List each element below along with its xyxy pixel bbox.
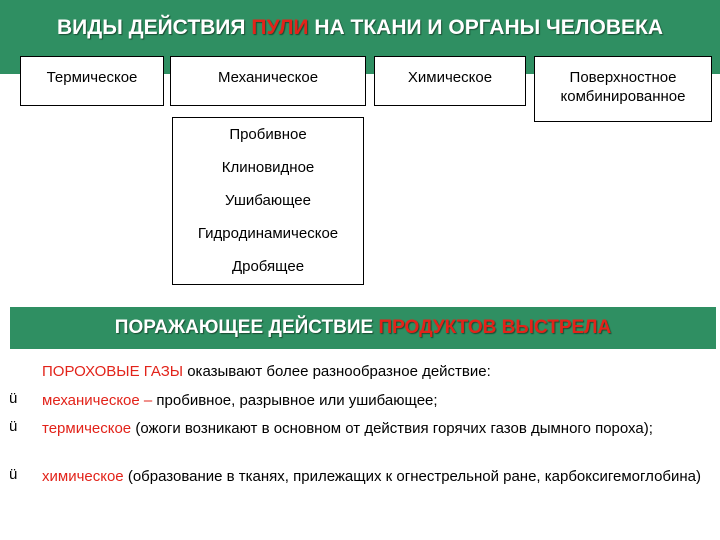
subtype-item: Ушибающее — [225, 192, 311, 209]
section-title — [10, 317, 716, 339]
subtype-item: Дробящее — [231, 258, 305, 275]
category-mechanical: Механическое — [170, 56, 366, 106]
subtype-item: Пробивное — [229, 126, 307, 143]
intro-text — [42, 361, 702, 383]
intro-label: ПОРОХОВЫЕ ГАЗЫ — [42, 363, 184, 380]
check-icon: ü — [9, 418, 18, 435]
check-icon: ü — [9, 390, 18, 407]
subtype-item: Гидродинамическое — [197, 225, 339, 242]
subtype-item: Клиновидное — [221, 159, 315, 176]
category-thermal: Термическое — [20, 56, 164, 106]
surface-line-2: комбинированное — [560, 88, 686, 105]
category-surface-combined — [534, 56, 712, 122]
bullet-item — [42, 466, 706, 488]
intro-rest: оказывают более разнообразное действие: — [183, 363, 491, 380]
title-text-1: ВИДЫ ДЕЙСТВИЯ — [57, 16, 252, 39]
bullet-label: термическое — [42, 420, 132, 437]
section-title-highlight: ПРОДУКТОВ ВЫСТРЕЛА — [378, 317, 612, 338]
bullet-text: (ожоги возникают в основном от действия горячих газов дымного пороха); — [131, 420, 653, 437]
category-chemical: Химическое — [374, 56, 526, 106]
section-banner — [10, 307, 716, 349]
page-title — [0, 16, 720, 40]
title-highlight: ПУЛИ — [251, 16, 309, 39]
mechanical-subtypes-box — [172, 117, 364, 285]
surface-line-1: Поверхностное — [569, 69, 677, 86]
bullet-label: химическое — [42, 468, 124, 485]
bullet-label: механическое – — [42, 392, 153, 409]
title-text-2: НА ТКАНИ И ОРГАНЫ ЧЕЛОВЕКА — [308, 16, 663, 39]
bullet-text: пробивное, разрывное или ушибающее; — [152, 392, 438, 409]
section-title-text: ПОРАЖАЮЩЕЕ ДЕЙСТВИЕ — [114, 317, 379, 338]
bullet-item — [42, 418, 706, 440]
bullet-item — [42, 390, 702, 412]
bullet-text: (образование в тканях, прилежащих к огнестрельной ране, карбоксигемоглобина) — [123, 468, 702, 485]
check-icon: ü — [9, 466, 18, 483]
